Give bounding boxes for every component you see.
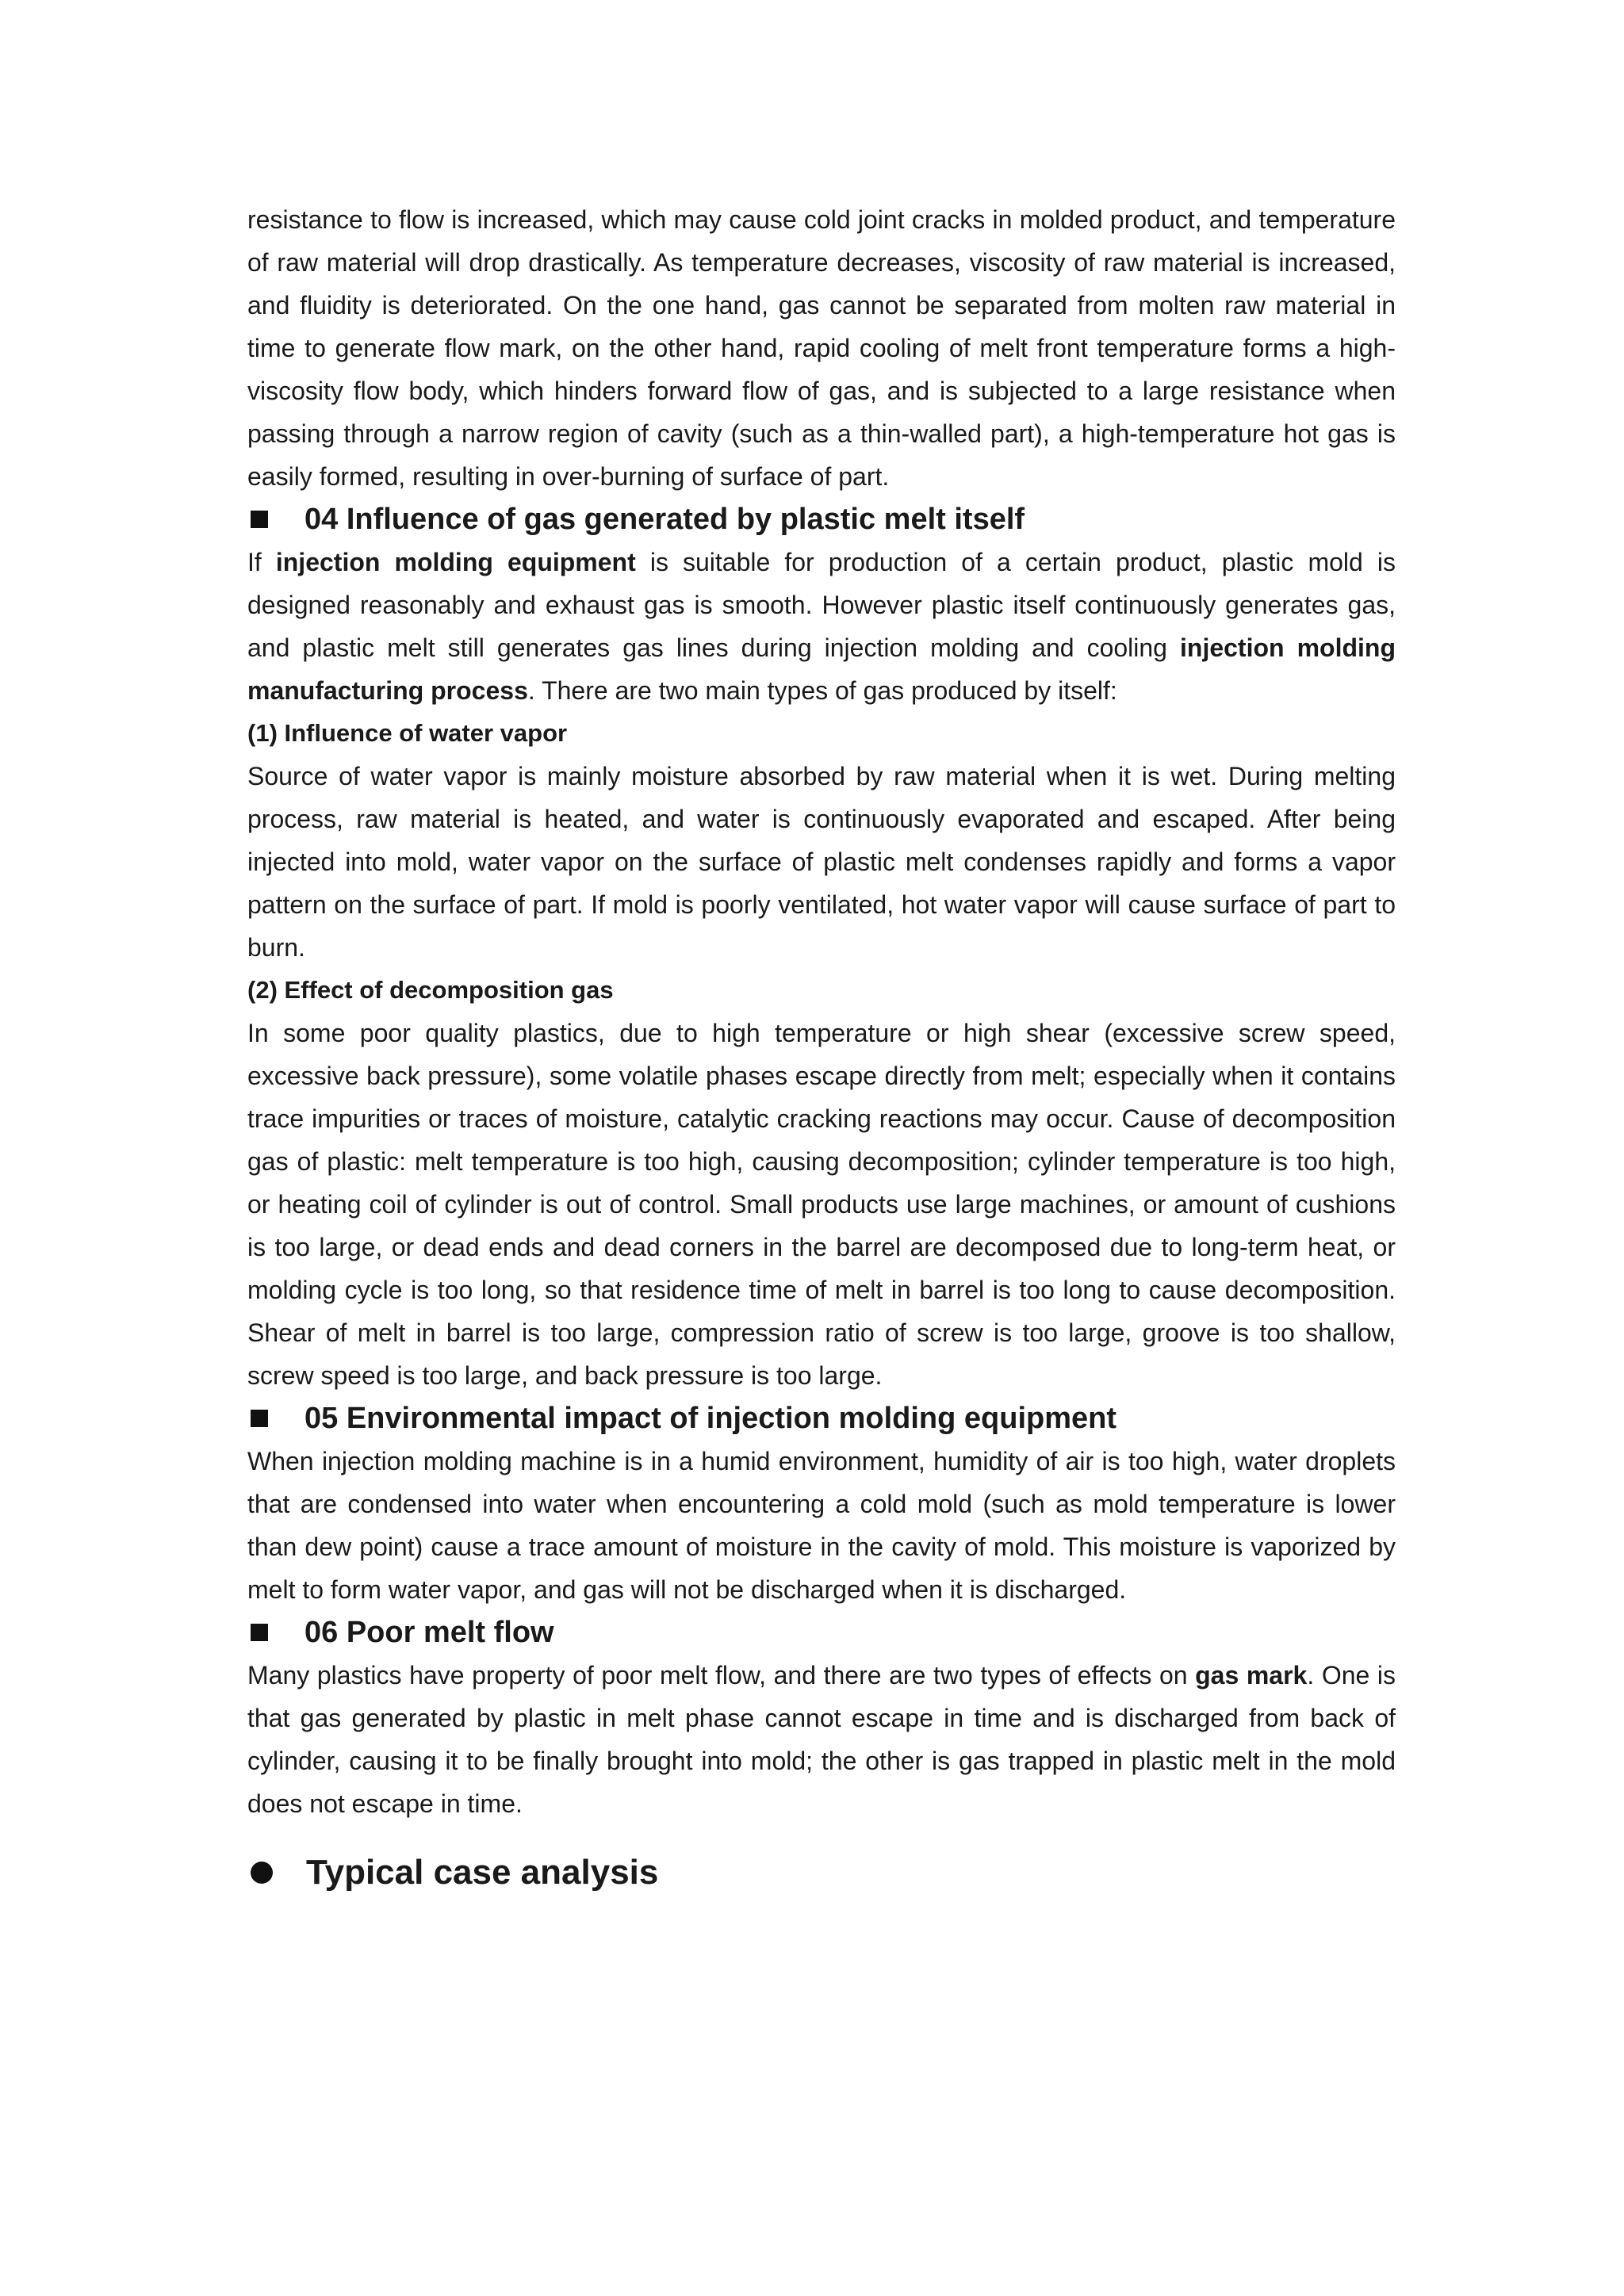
document-page (247, 198, 1396, 1896)
section-06-paragraph (247, 1654, 1396, 1825)
section-06-text-c: . One is that gas generated by plastic in melt phase cannot escape in time and is discharged from back of cylinder, causing it to be finally brought into mold; the other is gas trapped in plastic melt in the mold does not escape in time. (247, 1661, 1396, 1818)
square-bullet-icon (251, 1624, 268, 1641)
intro-paragraph: resistance to flow is increased, which may cause cold joint cracks in molded product, and temperature of raw material will drop drastically. As temperature decreases, viscosity of raw material is increased, and fluidity is deteriorated. On the one hand, gas cannot be separated from molten raw material in time to generate flow mark, on the other hand, rapid cooling of melt front temperature forms a high-viscosity flow body, which hinders forward flow of gas, and is subjected to a large resistance when passing through a narrow region of cavity (such as a thin-walled part), a high-temperature hot gas is easily formed, resulting in over-burning of surface of part. (247, 205, 1396, 491)
decomposition-gas-paragraph: In some poor quality plastics, due to high temperature or high shear (excessive screw speed, excessive back pressure), some volatile phases escape directly from melt; especially when it contains trace impurities or traces of moisture, catalytic cracking reactions may occur. Cause of decomposition gas of plastic: melt temperature is too high, causing decomposition; cylinder temperature is too high, or heating coil of cylinder is out of control. Small products use large machines, or amount of cushions is too large, or dead ends and dead corners in the barrel are decomposed due to long-term heat, or molding cycle is too long, so that residence time of melt in barrel is too long to cause decomposition. Shear of melt in barrel is too large, compression ratio of screw is too large, groove is too shallow, screw speed is too large, and back pressure is too large. (247, 1019, 1396, 1390)
round-bullet-icon (251, 1862, 273, 1884)
section-04-heading-text: 04 Influence of gas generated by plastic melt itself (304, 503, 1025, 536)
section-06-text-a: Many plastics have property of poor melt flow, and there are two types of effects on (247, 1661, 1196, 1689)
decomposition-gas-subheading: (2) Effect of decomposition gas (247, 976, 614, 1004)
section-06-heading (247, 1611, 1396, 1654)
section-04-bold-equipment: injection molding equipment (275, 548, 636, 576)
section-04-text-c: is suitable for production of a certain product, plastic mold is designed reasonably and exhaust gas is smooth. However plastic itself continuously generates gas, and plastic melt still generates gas lines during injection molding and cooling (247, 548, 1396, 662)
section-04-paragraph (247, 541, 1396, 712)
section-04-text-d: . There are two main types of gas produced by itself: (527, 676, 1117, 705)
water-vapor-subheading: (1) Influence of water vapor (247, 719, 568, 747)
case-analysis-heading-text: Typical case analysis (306, 1853, 659, 1892)
section-05-heading-text: 05 Environmental impact of injection molding equipment (304, 1402, 1116, 1435)
section-05-heading (247, 1397, 1396, 1440)
square-bullet-icon (251, 1410, 268, 1427)
section-06-heading-text: 06 Poor melt flow (304, 1616, 554, 1649)
section-04-bold-process: injection molding manufacturing process (247, 633, 1396, 705)
square-bullet-icon (251, 511, 268, 528)
water-vapor-paragraph: Source of water vapor is mainly moisture absorbed by raw material when it is wet. During melting process, raw material is heated, and water is continuously evaporated and escaped. After being injected into mold, water vapor on the surface of plastic melt condenses rapidly and forms a vapor pattern on the surface of part. If mold is poorly ventilated, hot water vapor will cause surface of part to burn. (247, 762, 1396, 962)
section-06-bold-gas-mark: gas mark (1195, 1661, 1308, 1689)
section-05-paragraph: When injection molding machine is in a humid environment, humidity of air is too high, water droplets that are condensed into water when encountering a cold mold (such as mold temperature is lower than dew point) cause a trace amount of moisture in the cavity of mold. This moisture is vaporized by melt to form water vapor, and gas will not be discharged when it is discharged. (247, 1447, 1396, 1604)
case-analysis-heading (247, 1849, 1396, 1896)
section-04-text-a: If (247, 548, 276, 576)
section-04-heading (247, 498, 1396, 541)
